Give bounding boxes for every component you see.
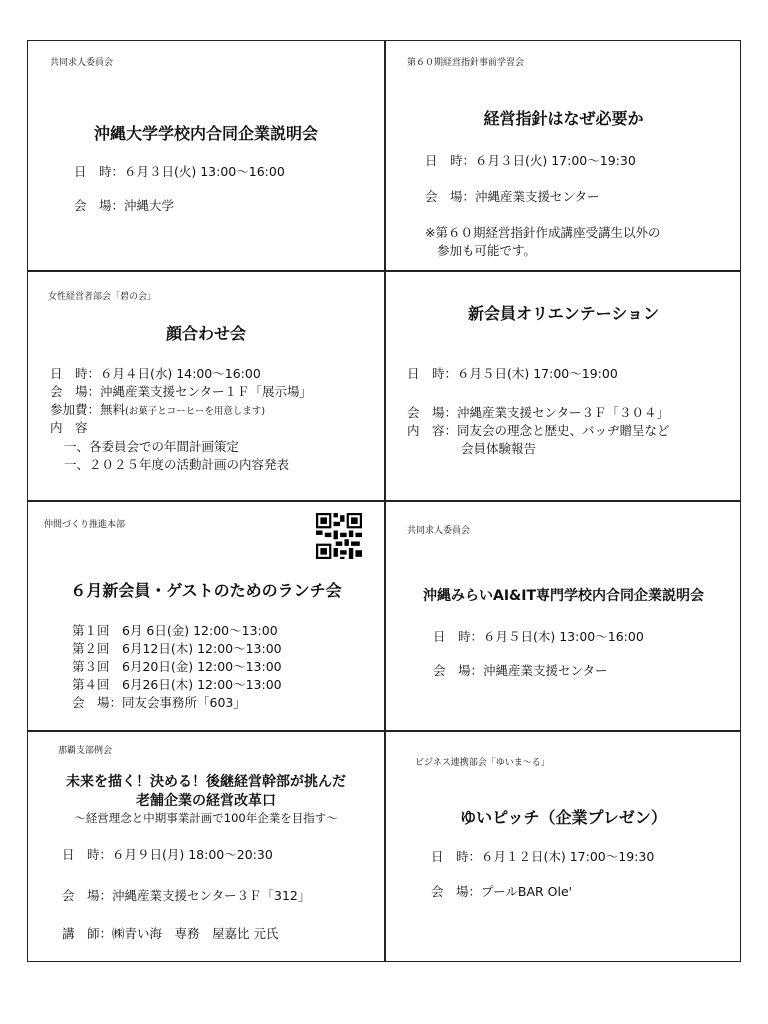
event-title: 新会員オリエンテーション	[467, 304, 660, 323]
event-title: ゆいピッチ（企業プレゼン）	[460, 808, 667, 827]
event-venue: 会 場：沖縄産業支援センター３Ｆ「312」	[62, 888, 311, 903]
event-title: 顔合わせ会	[165, 324, 246, 343]
event-title: 沖縄みらいAI&IT専門学校内合同企業説明会	[422, 588, 704, 604]
qr-code-icon	[316, 513, 362, 559]
lunch-session-3: 第３回 6月20日(金) 12:00～13:00	[72, 659, 282, 674]
event-datetime: 日 時：６月３日(火) 13:00～16:00	[74, 164, 285, 179]
event-venue: 会 場：同友会事務所「603」	[72, 695, 246, 710]
event-datetime: 日 時：６月１２日(木) 17:00～19:30	[431, 849, 655, 864]
event-datetime: 日 時：６月５日(木) 17:00～19:00	[407, 366, 618, 381]
event-card-new-member-orientation	[385, 271, 742, 500]
event-card-naha-branch	[28, 731, 384, 963]
event-note: ※第６０期経営指針作成講座受講生以外の	[425, 225, 661, 240]
event-card-yui-pitch	[385, 731, 742, 963]
event-venue: 会 場：沖縄産業支援センター	[425, 189, 600, 204]
event-venue: 会 場：プールBAR Ole'	[431, 884, 573, 899]
event-venue: 会 場：沖縄産業支援センター１Ｆ「展示場」	[50, 384, 313, 399]
event-card-lunch-meeting	[28, 501, 384, 730]
event-title: 経営指針はなぜ必要か	[483, 109, 644, 128]
event-lecturer: 講 師：㈱青い海 専務 屋嘉比 元氏	[62, 926, 279, 941]
event-title: 沖縄大学学校内合同企業説明会	[93, 124, 318, 143]
event-card-okinawa-univ	[28, 41, 384, 270]
organizer-label: 第６０期経営指針事前学習会	[407, 58, 525, 68]
lunch-session-1: 第１回 6月 6日(金) 12:00～13:00	[72, 623, 278, 638]
event-card-womens-meeting	[28, 271, 384, 500]
flyer-grid	[27, 40, 741, 962]
event-card-management-policy	[385, 41, 742, 270]
lunch-session-2: 第２回 6月12日(木) 12:00～13:00	[72, 641, 282, 656]
event-datetime: 日 時：６月３日(火) 17:00～19:30	[425, 153, 636, 168]
organizer-label: 女性経営者部会「碧の会」	[48, 292, 157, 302]
event-title-line2: 老舗企業の経営改革口	[136, 793, 276, 809]
event-venue: 会 場：沖縄産業支援センター３Ｆ「３０４」	[407, 405, 670, 420]
event-fee	[50, 400, 265, 418]
event-content-item: 一、２０２５年度の活動計画の内容発表	[64, 457, 290, 472]
event-datetime: 日 時：６月４日(水) 14:00～16:00	[50, 366, 261, 381]
organizer-label: 共同求人委員会	[50, 58, 114, 68]
event-content-label: 内 容	[50, 420, 88, 435]
organizer-label: 共同求人委員会	[407, 526, 471, 536]
event-note-2: 参加も可能です。	[437, 243, 537, 258]
event-venue: 会 場：沖縄産業支援センター	[433, 663, 608, 678]
event-venue: 会 場：沖縄大学	[74, 198, 175, 213]
organizer-label: 那覇支部例会	[58, 746, 113, 756]
event-card-mirai-ai-it	[385, 501, 742, 730]
lunch-session-4: 第４回 6月26日(木) 12:00～13:00	[72, 677, 282, 692]
event-content: 内 容：同友会の理念と歴史、バッヂ贈呈など	[407, 423, 670, 438]
event-datetime: 日 時：６月９日(月) 18:00～20:30	[62, 847, 273, 862]
event-title-line1: 未来を描く！決める！後継経営幹部が挑んだ	[66, 774, 346, 790]
fee-note: (お菓子とコーヒーを用意します)	[125, 406, 266, 417]
event-content-item: 一、各委員会での年間計画策定	[64, 439, 240, 454]
event-subtitle: ～経営理念と中期事業計画で100年企業を目指す～	[74, 811, 338, 825]
organizer-label: 仲間づくり推進本部	[44, 520, 126, 530]
organizer-label: ビジネス連携部会「ゆいま～る」	[415, 758, 550, 768]
event-content-2: 会員体験報告	[461, 441, 537, 456]
event-datetime: 日 時：６月５日(木) 13:00～16:00	[433, 629, 644, 644]
fee-text: 参加費：無料	[50, 402, 126, 417]
event-title: ６月新会員・ゲストのためのランチ会	[70, 581, 342, 600]
